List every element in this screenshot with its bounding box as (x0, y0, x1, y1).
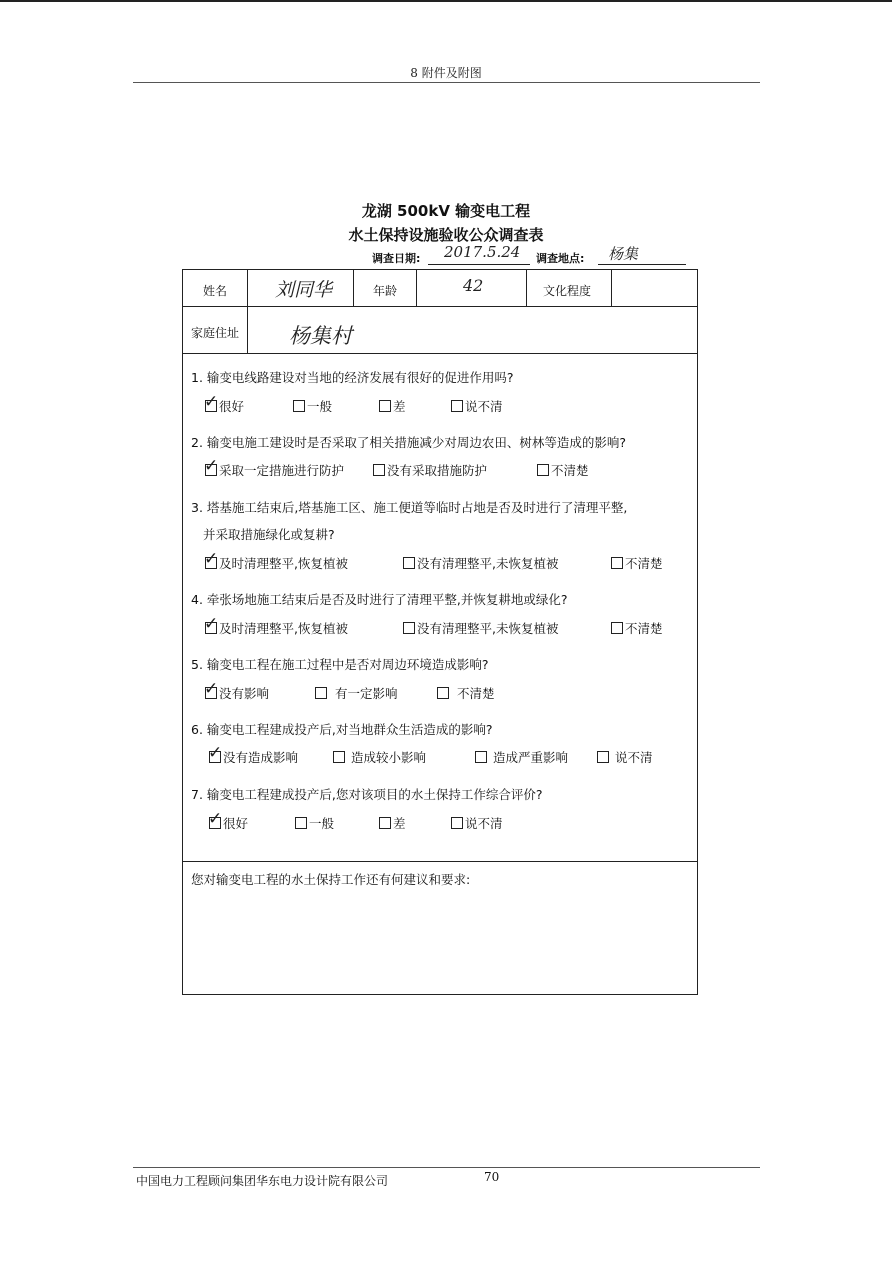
checkbox[interactable] (293, 400, 305, 412)
q3-option-2[interactable]: 没有清理整平,未恢复植被 (403, 554, 558, 572)
checkbox[interactable] (437, 687, 449, 699)
q4-option-2[interactable]: 没有清理整平,未恢复植被 (403, 619, 558, 637)
q2-option-2[interactable]: 没有采取措施防护 (373, 461, 487, 479)
question-3-cont: 并采取措施绿化或复耕? (203, 527, 335, 542)
checkbox[interactable] (204, 392, 219, 412)
age-value: 42 (463, 276, 484, 295)
age-label: 年龄 (373, 284, 398, 298)
question-5: 5. 输变电工程在施工过程中是否对周边环境造成影响? (191, 657, 489, 672)
check-mark-icon: ✓ (204, 456, 219, 476)
checkbox[interactable] (403, 557, 415, 569)
q6-option-1[interactable]: ✓ 没有造成影响 (208, 743, 299, 765)
checkbox[interactable] (379, 817, 391, 829)
checkbox[interactable] (204, 614, 219, 634)
check-mark-icon: ✓ (204, 614, 219, 634)
q6-option-4[interactable]: 说不清 (597, 748, 653, 766)
row-divider (183, 861, 697, 862)
checkbox[interactable] (403, 622, 415, 634)
q1-option-4[interactable]: 说不清 (451, 397, 503, 415)
checkbox[interactable] (537, 464, 549, 476)
checkbox[interactable] (315, 687, 327, 699)
check-mark-icon: ✓ (204, 549, 219, 569)
survey-date-value: 2017.5.24 (444, 243, 521, 261)
checkbox[interactable] (204, 679, 219, 699)
col-divider (611, 270, 612, 306)
checkbox[interactable] (451, 400, 463, 412)
address-label: 家庭住址 (191, 326, 240, 340)
q2-option-1[interactable]: ✓ 采取一定措施进行防护 (204, 456, 345, 478)
checkbox[interactable] (379, 400, 391, 412)
q5-option-2[interactable]: 有一定影响 (315, 684, 398, 702)
address-value: 杨集村 (289, 324, 352, 348)
question-1: 1. 输变电线路建设对当地的经济发展有很好的促进作用吗? (191, 370, 514, 385)
checkbox[interactable] (204, 549, 219, 569)
q6-option-3[interactable]: 造成严重影响 (475, 748, 568, 766)
q3-option-1[interactable]: ✓ 及时清理整平,恢复植被 (204, 549, 348, 571)
check-mark-icon: ✓ (208, 743, 223, 763)
survey-location-underline (598, 264, 686, 265)
row-divider (183, 306, 697, 307)
name-value: 刘同华 (275, 279, 333, 301)
q7-option-1[interactable]: ✓ 很好 (208, 809, 249, 831)
name-label: 姓名 (203, 284, 228, 298)
survey-location-label: 调查地点: (536, 252, 585, 265)
q7-option-3[interactable]: 差 (379, 814, 406, 832)
page-number: 70 (484, 1170, 500, 1184)
checkbox[interactable] (611, 557, 623, 569)
question-3: 3. 塔基施工结束后,塔基施工区、施工便道等临时占地是否及时进行了清理平整, (191, 500, 628, 515)
q4-option-3[interactable]: 不清楚 (611, 619, 663, 637)
checkbox[interactable] (204, 456, 219, 476)
q1-option-2[interactable]: 一般 (293, 397, 332, 415)
checkbox[interactable] (295, 817, 307, 829)
q7-option-2[interactable]: 一般 (295, 814, 334, 832)
row-divider (183, 353, 697, 354)
q1-option-1[interactable]: ✓ 很好 (204, 392, 245, 414)
question-7: 7. 输变电工程建成投产后,您对该项目的水土保持工作综合评价? (191, 787, 543, 802)
col-divider (526, 270, 527, 306)
checkbox[interactable] (208, 743, 223, 763)
checkbox[interactable] (333, 751, 345, 763)
question-2: 2. 输变电施工建设时是否采取了相关措施减少对周边农田、树林等造成的影响? (191, 435, 627, 450)
q4-option-1[interactable]: ✓ 及时清理整平,恢复植被 (204, 614, 348, 636)
page-header: 8 附件及附图 (410, 66, 482, 80)
checkbox[interactable] (611, 622, 623, 634)
question-4: 4. 牵张场地施工结束后是否及时进行了清理平整,并恢复耕地或绿化? (191, 592, 568, 607)
checkbox[interactable] (597, 751, 609, 763)
col-divider (416, 270, 417, 306)
checkbox[interactable] (475, 751, 487, 763)
q1-option-3[interactable]: 差 (379, 397, 406, 415)
check-mark-icon: ✓ (204, 392, 219, 412)
checkbox[interactable] (208, 809, 223, 829)
footer-company: 中国电力工程顾问集团华东电力设计院有限公司 (136, 1174, 389, 1188)
check-mark-icon: ✓ (204, 679, 219, 699)
q3-option-3[interactable]: 不清楚 (611, 554, 663, 572)
education-label: 文化程度 (543, 284, 592, 298)
form-title: 水土保持设施验收公众调查表 (348, 226, 544, 244)
survey-location-value: 杨集 (608, 245, 639, 263)
q5-option-1[interactable]: ✓ 没有影响 (204, 679, 270, 701)
survey-date-underline (428, 264, 530, 265)
q2-option-3[interactable]: 不清楚 (537, 461, 589, 479)
q5-option-3[interactable]: 不清楚 (437, 684, 495, 702)
footer-rule (133, 1167, 760, 1168)
form-title-project: 龙湖 500kV 输变电工程 (361, 202, 531, 220)
check-mark-icon: ✓ (208, 809, 223, 829)
q6-option-2[interactable]: 造成较小影响 (333, 748, 426, 766)
checkbox[interactable] (451, 817, 463, 829)
suggestion-label: 您对输变电工程的水土保持工作还有何建议和要求: (191, 872, 471, 887)
checkbox[interactable] (373, 464, 385, 476)
page-top-border (0, 0, 892, 2)
survey-form (182, 269, 698, 995)
q7-option-4[interactable]: 说不清 (451, 814, 503, 832)
header-rule (133, 82, 760, 83)
survey-date-label: 调查日期: (372, 252, 421, 265)
col-divider (353, 270, 354, 306)
question-6: 6. 输变电工程建成投产后,对当地群众生活造成的影响? (191, 722, 493, 737)
col-divider (247, 270, 248, 353)
